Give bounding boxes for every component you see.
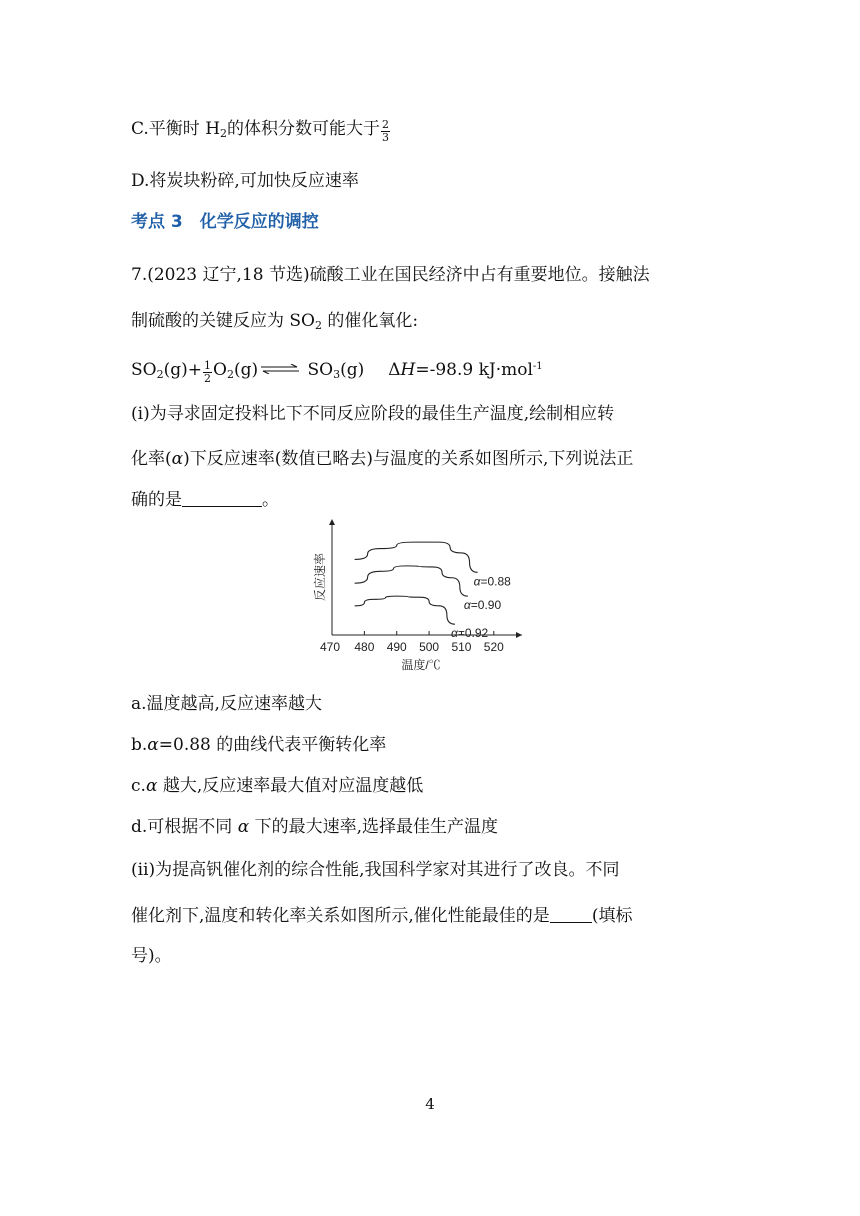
option-c-text: 越大,反应速率最大值对应温度越低: [157, 776, 424, 796]
h2-subscript: 2: [220, 127, 228, 140]
part-i-text-2: )下反应速率(数值已略去)与温度的关系如图所示,下列说法正: [183, 449, 634, 469]
eq-g1: (g)+: [163, 360, 202, 380]
q7-text: 制硫酸的关键反应为 SO: [131, 311, 315, 331]
x-tick-label: 470: [319, 640, 341, 654]
question-7-line-2: [131, 310, 418, 337]
eq-o2: O: [213, 360, 227, 380]
eq-g3: (g): [340, 360, 365, 380]
x-axis-label: 温度/℃: [401, 658, 441, 672]
option-c-label: c.: [131, 776, 146, 796]
option-b-text: =0.88 的曲线代表平衡转化率: [158, 735, 387, 755]
x-axis-arrow-icon: [516, 632, 522, 638]
section-heading: 考点 3 化学反应的调控: [131, 212, 319, 232]
period: 。: [262, 490, 279, 510]
delta-symbol: Δ: [388, 360, 401, 380]
frac-den: 3: [382, 131, 390, 144]
part-i-text-3: 确的是: [131, 490, 182, 510]
option-d: D.将炭块粉碎,可加快反应速率: [131, 171, 359, 191]
eq-so3: SO: [307, 360, 334, 380]
option-c-text: C.平衡时 H: [131, 119, 221, 139]
alpha-symbol: α: [171, 449, 184, 469]
rate-temperature-chart: [310, 515, 550, 685]
frac-num: 1: [204, 359, 211, 372]
answer-blank-ii[interactable]: [550, 904, 592, 923]
equilibrium-arrow-icon: [260, 364, 300, 374]
option-d-label: d.可根据不同: [131, 817, 238, 837]
fraction-two-thirds: [381, 119, 390, 144]
option-c-text-2: 的体积分数可能大于: [227, 119, 381, 139]
x-tick-label: 510: [451, 640, 472, 654]
eq-o2-sub: 2: [226, 368, 234, 381]
x-tick-label: 480: [354, 640, 375, 654]
part-ii-line-3: 号)。: [131, 946, 172, 966]
answer-blank-i[interactable]: [182, 488, 262, 507]
series-curve-1: [355, 566, 468, 596]
part-ii-text: 催化剂下,温度和转化率关系如图所示,催化性能最佳的是: [131, 906, 550, 926]
enthalpy-symbol: H: [400, 360, 416, 380]
fraction-half: [203, 360, 212, 385]
page-number: 4: [425, 1095, 435, 1113]
x-tick-label: 500: [419, 640, 440, 654]
option-b-label: b.: [131, 735, 148, 755]
part-i-line-3: [131, 488, 279, 511]
alpha-symbol: α: [237, 817, 250, 837]
frac-den: 2: [204, 372, 211, 385]
unit-superscript: -1: [532, 361, 543, 372]
frac-num: 2: [382, 118, 390, 131]
option-c-lower: [131, 775, 423, 797]
question-7-line-1: 7.(2023 辽宁,18 节选)硫酸工业在国民经济中占有重要地位。接触法: [131, 265, 650, 285]
y-axis-label: 反应速率: [313, 552, 327, 602]
option-d-text: 下的最大速率,选择最佳生产温度: [249, 817, 498, 837]
series-label-1: α=0.90: [463, 598, 502, 613]
eq-g2: (g): [233, 360, 259, 380]
eq-so2-sub: 2: [156, 368, 164, 381]
part-i-line-1: (ⅰ)为寻求固定投料比下不同反应阶段的最佳生产温度,绘制相应转: [131, 404, 615, 424]
eq-so3-sub: 3: [333, 368, 341, 381]
q7-text-2: 的催化氧化:: [322, 311, 419, 331]
part-i-text: 化率(: [131, 449, 172, 469]
part-i-line-2: [131, 448, 633, 470]
x-tick-label: 520: [483, 640, 504, 654]
alpha-symbol: α: [145, 776, 158, 796]
y-axis-arrow-icon: [329, 519, 335, 525]
series-label-0: α=0.88: [473, 574, 511, 589]
series-curve-2: [355, 596, 455, 624]
series-label-2: α=0.92: [450, 626, 489, 641]
alpha-symbol: α: [147, 735, 159, 755]
eq-so2: SO: [131, 360, 157, 380]
series-curve-0: [355, 542, 478, 572]
option-b: [131, 734, 386, 756]
option-d-lower: [131, 816, 498, 838]
part-ii-text-end: (填标: [591, 906, 633, 926]
enthalpy-value: =-98.9 kJ·mol: [415, 360, 533, 380]
reaction-equation: [131, 356, 543, 386]
option-a: a.温度越高,反应速率越大: [131, 694, 322, 714]
so2-subscript: 2: [315, 319, 322, 332]
x-tick-label: 490: [386, 640, 407, 654]
part-ii-line-2: [131, 904, 632, 927]
part-ii-line-1: (ⅱ)为提高钒催化剂的综合性能,我国科学家对其进行了改良。不同: [131, 860, 620, 880]
option-c: [131, 118, 391, 145]
